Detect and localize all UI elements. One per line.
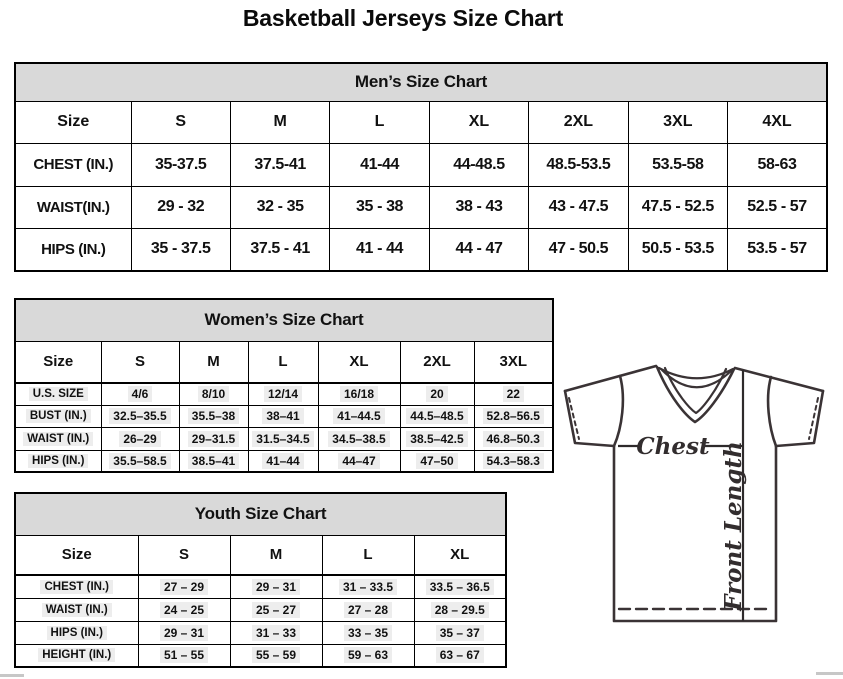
cell-value: 31 – 33 [252, 625, 300, 641]
womens-col-header: Size [15, 341, 101, 383]
womens-cell [318, 427, 400, 450]
table-row [15, 427, 553, 450]
table-row [15, 186, 827, 228]
womens-cell [101, 405, 179, 427]
womens-cell [179, 450, 248, 472]
row-label-text: U.S. SIZE [29, 387, 88, 401]
cell-value: 31.5–34.5 [252, 431, 313, 447]
womens-row-label [15, 405, 101, 427]
scrollbar-artifact-right [816, 672, 843, 675]
youth-col-header: L [322, 535, 414, 575]
youth-cell [414, 644, 506, 667]
youth-cell [230, 621, 322, 644]
womens-table-title: Women’s Size Chart [15, 299, 553, 341]
cell-value: 46.8–50.3 [483, 431, 544, 447]
youth-cell [322, 621, 414, 644]
youth-cell [230, 644, 322, 667]
jersey-diagram [553, 358, 841, 646]
womens-cell [400, 450, 474, 472]
cell-value: 26–29 [119, 431, 160, 447]
cell-value: 29 – 31 [160, 625, 208, 641]
cell-value: 34.5–38.5 [328, 431, 389, 447]
cell-value: 27 – 29 [160, 579, 208, 595]
youth-table-title: Youth Size Chart [15, 493, 506, 535]
mens-cell: 38 - 43 [429, 186, 528, 228]
mens-row-label: WAIST(IN.) [15, 186, 131, 228]
table-row [15, 575, 506, 598]
mens-col-header: 4XL [728, 101, 827, 143]
cell-value: 52.8–56.5 [483, 408, 544, 424]
cell-value: 38.5–42.5 [406, 431, 467, 447]
mens-col-header: M [230, 101, 329, 143]
cell-value: 29–31.5 [188, 431, 239, 447]
row-label-text: WAIST (IN.) [23, 432, 93, 446]
mens-cell: 53.5 - 57 [728, 228, 827, 271]
womens-col-header: 2XL [400, 341, 474, 383]
youth-cell [414, 575, 506, 598]
cell-value: 25 – 27 [252, 602, 300, 618]
mens-row-label: CHEST (IN.) [15, 143, 131, 186]
row-label-text: WAIST (IN.) [42, 603, 112, 617]
womens-cell [318, 405, 400, 427]
jersey-left-sleeve [565, 391, 614, 446]
cell-value: 22 [503, 386, 524, 402]
mens-col-header: 2XL [529, 101, 628, 143]
youth-row-label [15, 621, 138, 644]
womens-cell [474, 405, 553, 427]
table-row [15, 450, 553, 472]
youth-cell [138, 621, 230, 644]
youth-cell [322, 575, 414, 598]
womens-cell [400, 405, 474, 427]
cell-value: 38.5–41 [188, 453, 239, 469]
womens-cell [318, 383, 400, 405]
cell-value: 44–47 [338, 453, 379, 469]
row-label-text: BUST (IN.) [26, 409, 91, 423]
mens-cell: 44 - 47 [429, 228, 528, 271]
womens-col-header: S [101, 341, 179, 383]
youth-col-header: M [230, 535, 322, 575]
cell-value: 8/10 [198, 386, 229, 402]
womens-cell [248, 427, 318, 450]
cell-value: 51 – 55 [160, 647, 208, 663]
mens-col-header: L [330, 101, 429, 143]
youth-cell [322, 644, 414, 667]
mens-row-label: HIPS (IN.) [15, 228, 131, 271]
mens-col-header: XL [429, 101, 528, 143]
cell-value: 20 [426, 386, 447, 402]
row-label-text: HIPS (IN.) [28, 454, 88, 468]
womens-cell [248, 405, 318, 427]
youth-cell [138, 644, 230, 667]
youth-cell [138, 575, 230, 598]
womens-row-label [15, 427, 101, 450]
youth-cell [230, 575, 322, 598]
mens-table-title: Men’s Size Chart [15, 63, 827, 101]
womens-cell [474, 427, 553, 450]
mens-cell: 43 - 47.5 [529, 186, 628, 228]
womens-cell [101, 427, 179, 450]
cell-value: 32.5–35.5 [109, 408, 170, 424]
jersey-right-seam [768, 377, 776, 446]
youth-cell [230, 598, 322, 621]
womens-cell [474, 383, 553, 405]
womens-cell [248, 383, 318, 405]
youth-row-label [15, 575, 138, 598]
cell-value: 41–44 [262, 453, 303, 469]
mens-cell: 52.5 - 57 [728, 186, 827, 228]
youth-row-label [15, 598, 138, 621]
womens-cell [400, 383, 474, 405]
jersey-left-shoulder-edge [565, 366, 656, 391]
cell-value: 31 – 33.5 [339, 579, 397, 595]
table-row [15, 228, 827, 271]
womens-cell [400, 427, 474, 450]
mens-cell: 47 - 50.5 [529, 228, 628, 271]
mens-cell: 35 - 38 [330, 186, 429, 228]
table-row [15, 383, 553, 405]
mens-cell: 37.5-41 [230, 143, 329, 186]
mens-cell: 41-44 [330, 143, 429, 186]
cell-value: 29 – 31 [252, 579, 300, 595]
womens-cell [318, 450, 400, 472]
page-title: Basketball Jerseys Size Chart [242, 5, 564, 31]
table-row [15, 405, 553, 427]
cell-value: 35 – 37 [436, 625, 484, 641]
cell-value: 35.5–58.5 [109, 453, 170, 469]
cell-value: 28 – 29.5 [431, 602, 489, 618]
mens-cell: 53.5-58 [628, 143, 727, 186]
womens-size-chart-table [14, 298, 554, 473]
table-row [15, 143, 827, 186]
mens-cell: 50.5 - 53.5 [628, 228, 727, 271]
youth-cell [414, 621, 506, 644]
youth-size-chart-table [14, 492, 507, 668]
cell-value: 47–50 [416, 453, 457, 469]
jersey-right-shoulder-edge [735, 368, 823, 391]
mens-col-header: Size [15, 101, 131, 143]
mens-cell: 29 - 32 [131, 186, 230, 228]
cell-value: 41–44.5 [333, 408, 384, 424]
row-label-text: HEIGHT (IN.) [38, 648, 115, 662]
womens-col-header: L [248, 341, 318, 383]
table-row [15, 621, 506, 644]
mens-cell: 35-37.5 [131, 143, 230, 186]
cell-value: 55 – 59 [252, 647, 300, 663]
cell-value: 33.5 – 36.5 [426, 579, 494, 595]
mens-cell: 32 - 35 [230, 186, 329, 228]
youth-col-header: Size [15, 535, 138, 575]
cell-value: 12/14 [264, 386, 302, 402]
womens-col-header: 3XL [474, 341, 553, 383]
cell-value: 27 – 28 [344, 602, 392, 618]
cell-value: 33 – 35 [344, 625, 392, 641]
cell-value: 16/18 [340, 386, 378, 402]
womens-cell [101, 450, 179, 472]
mens-cell: 48.5-53.5 [529, 143, 628, 186]
youth-cell [322, 598, 414, 621]
jersey-left-seam [614, 376, 623, 446]
scrollbar-artifact-left [0, 674, 24, 677]
youth-cell [138, 598, 230, 621]
womens-cell [248, 450, 318, 472]
table-row [15, 598, 506, 621]
table-row [15, 644, 506, 667]
womens-row-label [15, 450, 101, 472]
cell-value: 44.5–48.5 [406, 408, 467, 424]
womens-cell [179, 405, 248, 427]
mens-cell: 37.5 - 41 [230, 228, 329, 271]
cell-value: 38–41 [262, 408, 303, 424]
womens-col-header: M [179, 341, 248, 383]
cell-value: 35.5–38 [188, 408, 239, 424]
womens-col-header: XL [318, 341, 400, 383]
womens-cell [101, 383, 179, 405]
youth-col-header: XL [414, 535, 506, 575]
womens-cell [179, 427, 248, 450]
youth-cell [414, 598, 506, 621]
cell-value: 54.3–58.3 [483, 453, 544, 469]
cell-value: 63 – 67 [436, 647, 484, 663]
mens-cell: 41 - 44 [330, 228, 429, 271]
mens-size-chart-table [14, 62, 828, 272]
youth-row-label [15, 644, 138, 667]
mens-col-header: S [131, 101, 230, 143]
jersey-outline [565, 366, 823, 621]
front-length-label: Front Length [720, 441, 747, 611]
cell-value: 59 – 63 [344, 647, 392, 663]
mens-cell: 58-63 [728, 143, 827, 186]
womens-cell [474, 450, 553, 472]
womens-cell [179, 383, 248, 405]
youth-col-header: S [138, 535, 230, 575]
row-label-text: CHEST (IN.) [40, 580, 113, 594]
jersey-right-sleeve [776, 391, 823, 446]
jersey-body [614, 446, 776, 621]
womens-row-label [15, 383, 101, 405]
cell-value: 24 – 25 [160, 602, 208, 618]
mens-cell: 44-48.5 [429, 143, 528, 186]
mens-cell: 47.5 - 52.5 [628, 186, 727, 228]
chest-label: Chest [636, 433, 710, 460]
mens-col-header: 3XL [628, 101, 727, 143]
cell-value: 4/6 [128, 386, 153, 402]
mens-cell: 35 - 37.5 [131, 228, 230, 271]
row-label-text: HIPS (IN.) [47, 626, 107, 640]
